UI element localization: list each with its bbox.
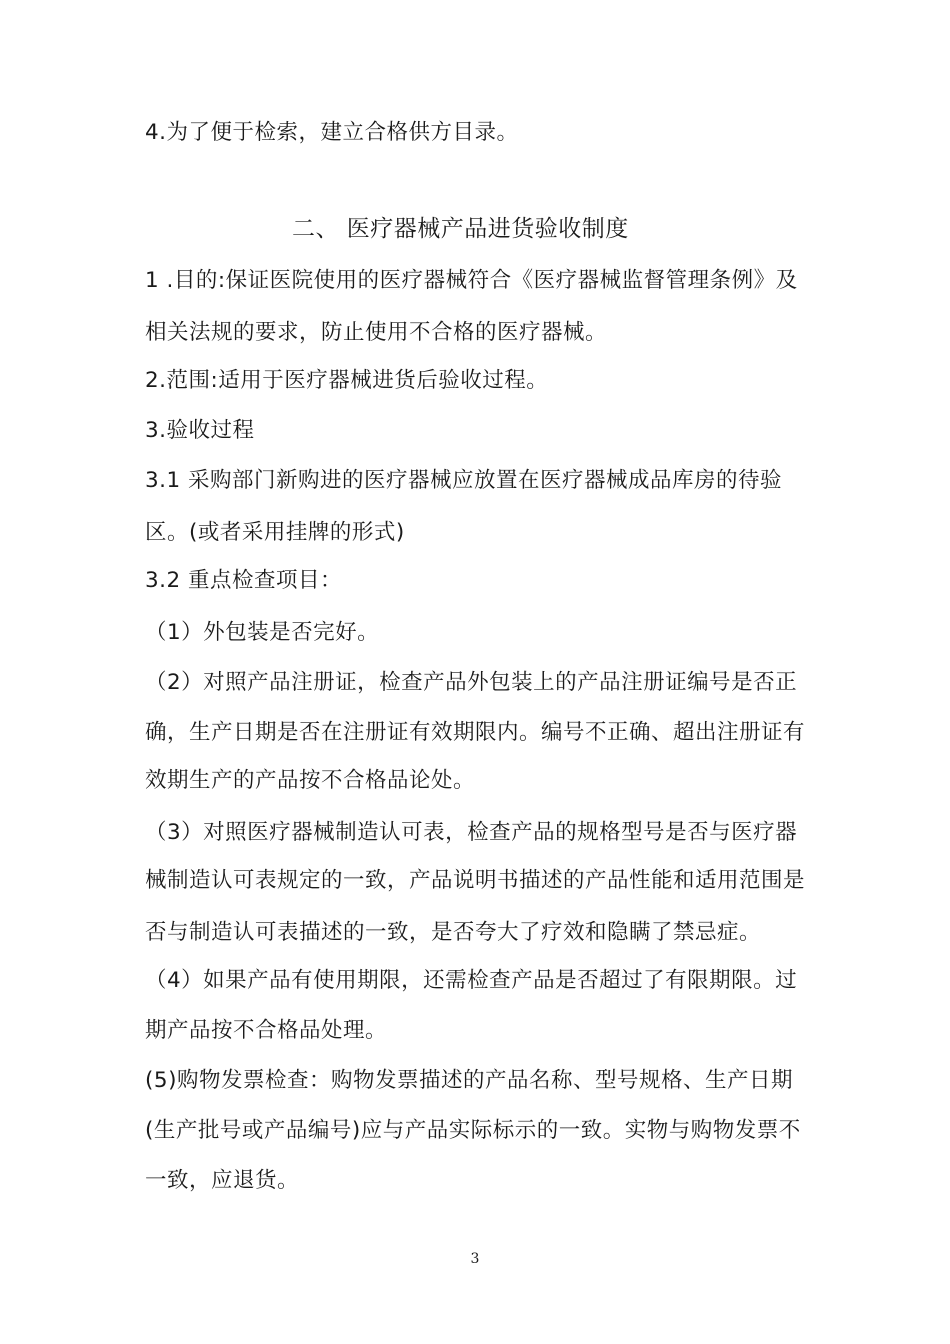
text-line: 效期生产的产品按不合格品论处。 <box>145 768 476 793</box>
page-number: 3 <box>470 1251 480 1267</box>
text-line: 确，生产日期是否在注册证有效期限内。编号不正确、超出注册证有 <box>145 720 806 745</box>
text-line: 2.范围:适用于医疗器械进货后验收过程。 <box>145 368 549 393</box>
text-line: 4.为了便于检索，建立合格供方目录。 <box>145 120 519 145</box>
text-line: （1）外包装是否完好。 <box>145 620 380 645</box>
text-line: 3.2 重点检查项目： <box>145 568 343 593</box>
text-line: 械制造认可表规定的一致，产品说明书描述的产品性能和适用范围是 <box>145 868 806 893</box>
text-line: 期产品按不合格品处理。 <box>145 1018 388 1043</box>
text-line: （4）如果产品有使用期限，还需检查产品是否超过了有限期限。过 <box>145 968 798 993</box>
text-line: (生产批号或产品编号)应与产品实际标示的一致。实物与购物发票不 <box>145 1118 801 1143</box>
text-line: （3）对照医疗器械制造认可表，检查产品的规格型号是否与医疗器 <box>145 820 798 845</box>
text-line: 相关法规的要求，防止使用不合格的医疗器械。 <box>145 320 608 345</box>
text-line: (5)购物发票检查：购物发票描述的产品名称、型号规格、生产日期 <box>145 1068 793 1093</box>
text-line: 3.验收过程 <box>145 418 255 443</box>
text-line: （2）对照产品注册证，检查产品外包装上的产品注册证编号是否正 <box>145 670 798 695</box>
text-line: 3.1 采购部门新购进的医疗器械应放置在医疗器械成品库房的待验 <box>145 468 783 493</box>
text-line: 否与制造认可表描述的一致，是否夸大了疗效和隐瞒了禁忌症。 <box>145 920 762 945</box>
text-line: 区。(或者采用挂牌的形式) <box>145 520 405 545</box>
text-line: 一致，应退货。 <box>145 1168 300 1193</box>
section-heading: 二、 医疗器械产品进货验收制度 <box>292 216 629 242</box>
text-line: 1 .目的:保证医院使用的医疗器械符合《医疗器械监督管理条例》及 <box>145 268 798 293</box>
